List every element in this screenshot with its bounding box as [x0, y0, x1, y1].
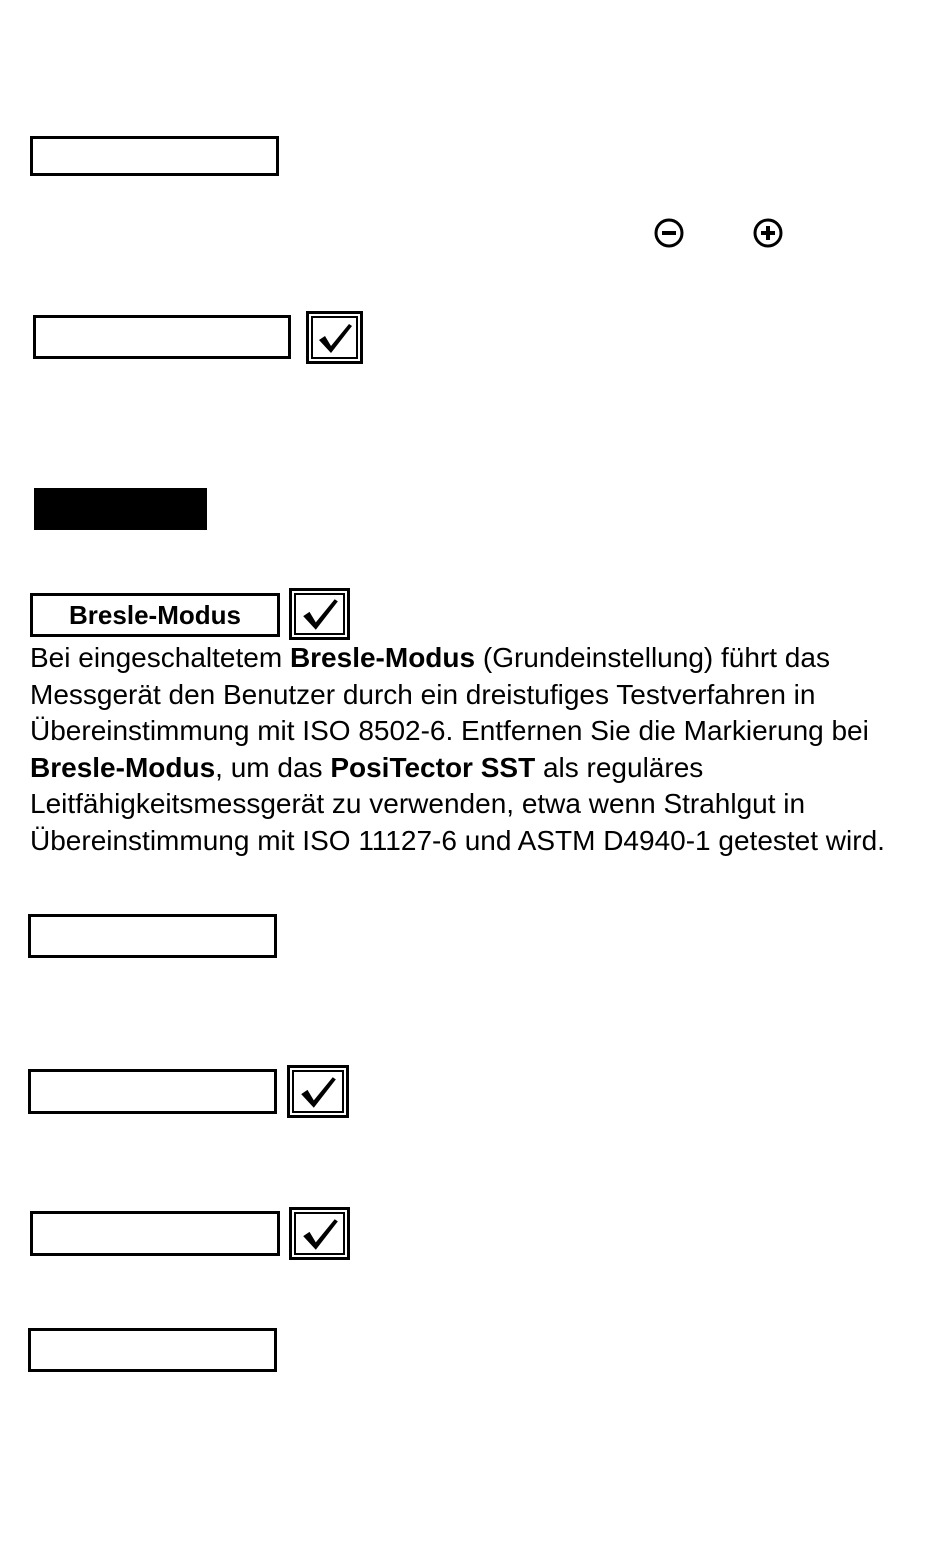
desc-bold-product: PosiTector SST — [330, 751, 536, 783]
checkmark-icon — [299, 595, 341, 633]
bresle-mode-checkbox[interactable] — [289, 588, 350, 640]
plus-circle-icon[interactable] — [752, 217, 784, 249]
bresle-mode-label: Bresle-Modus — [69, 600, 241, 630]
minus-circle-icon[interactable] — [653, 217, 685, 249]
menu-item-box-5[interactable] — [30, 1211, 280, 1256]
highlight-bar — [34, 488, 207, 530]
checkbox-4[interactable] — [287, 1065, 349, 1118]
bresle-mode-label-box[interactable] — [30, 593, 280, 637]
checkmark-icon — [297, 1073, 339, 1111]
desc-text-3: , um das — [215, 751, 331, 783]
desc-text-1: Bei eingeschaltetem — [30, 642, 290, 673]
menu-item-box-2[interactable] — [33, 315, 291, 359]
checkmark-icon — [299, 1215, 341, 1253]
menu-item-box-1[interactable] — [30, 136, 279, 176]
menu-item-box-3[interactable] — [28, 914, 277, 958]
checkbox-5[interactable] — [289, 1207, 350, 1260]
desc-text-4: als reguläres Leitfähigkeitsmessgerät zu verwenden, etwa wenn Strahlgut in Übereinstimmung mit ISO 11127-6 und ASTM D4940-1 getestet wird. — [30, 751, 885, 856]
desc-bold-bresle-2: Bresle-Modus — [30, 751, 216, 783]
menu-item-box-6[interactable] — [28, 1328, 277, 1372]
desc-bold-bresle-1: Bresle-Modus — [289, 642, 476, 673]
bresle-mode-description — [30, 640, 920, 859]
checkmark-icon — [315, 320, 355, 356]
checkbox-2[interactable] — [306, 311, 363, 364]
menu-item-box-4[interactable] — [28, 1069, 277, 1114]
desc-text-2: (Grundeinstellung) führt das Messgerät den Benutzer durch ein dreistufiges Testverfahren in Übereinstimmung mit ISO 8502-6. Entfernen Sie die Markierung bei — [30, 642, 869, 746]
